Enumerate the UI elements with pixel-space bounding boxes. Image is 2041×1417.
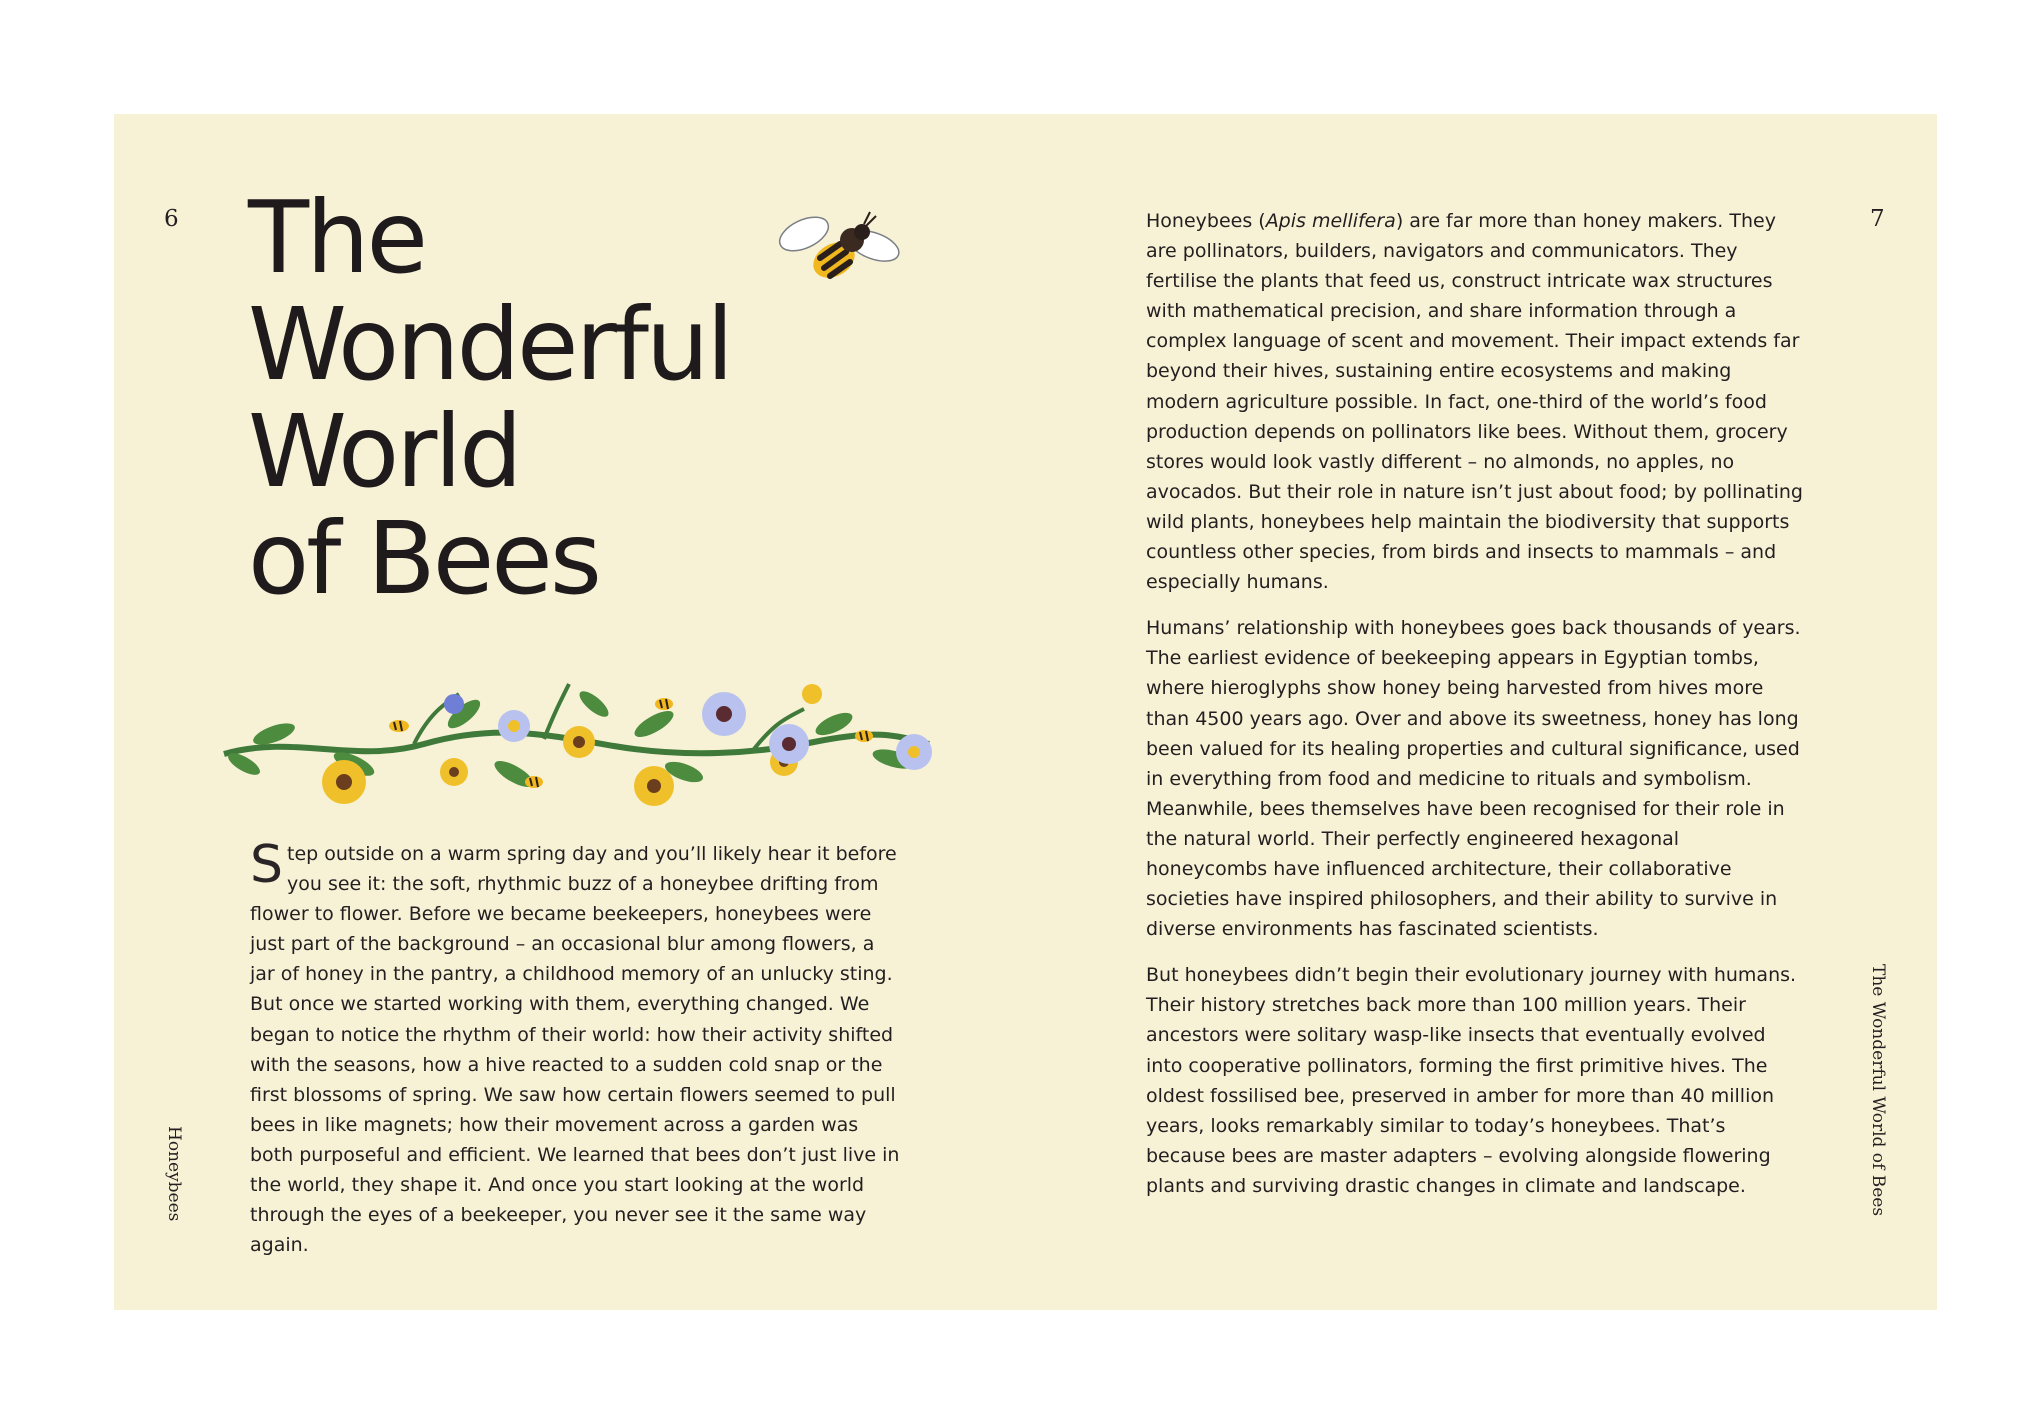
paragraph-3: But honeybees didn’t begin their evolutionary journey with humans. Their history stretches back more than 100 million years. Their ancestors were solitary wasp-like insects that eventually evolved into cooperative pollinators, forming the first primitive hives. The oldest fossilised bee, preserved in amber for more than 40 million years, looks remarkably similar to today’s honeybees. That’s because bees are master adapters – evolving alongside flowering plants and surviving drastic changes in climate and landscape. (1146, 964, 1797, 1197)
title-line: Wonderful (248, 286, 732, 403)
floral-vine-illustration (214, 664, 934, 814)
right-column (1146, 206, 1806, 1217)
latin-name: Apis mellifera (1265, 210, 1396, 232)
running-head-left: Honeybees (164, 1126, 184, 1222)
drop-cap: S (250, 835, 284, 895)
page-number-right: 7 (1870, 206, 1885, 232)
title-line: The (248, 179, 425, 296)
title-line: of Bees (248, 500, 599, 617)
intro-paragraph (250, 835, 900, 1260)
paragraph-1-start: Honeybees ( (1146, 210, 1266, 232)
title-line: World (248, 393, 520, 510)
honeybee-icon (776, 204, 906, 304)
paragraph-2: Humans’ relationship with honeybees goes back thousands of years. The earliest evidence of beekeeping appears in Egyptian tombs, where hieroglyphs show honey being harvested from hives more than 4500 years ago. Over and above its sweetness, honey has long been valued for its healing properties and cultural significance, used in everything from food and medicine to rituals and symbolism. Meanwhile, bees themselves have been recognised for their role in the natural world. Their perfectly engineered hexagonal honeycombs have influenced architecture, their collaborative societies have inspired philosophers, and their ability to survive in diverse environments has fascinated scientists. (1146, 617, 1801, 941)
running-head-right: The Wonderful World of Bees (1868, 964, 1888, 1217)
intro-text: tep outside on a warm spring day and you’ll likely hear it before you see it: the soft, rhythmic buzz of a honeybee drifting from flower to flower. Before we became beekeepers, honeybees were just part of the background – an occasional blur among flowers, a jar of honey in the pantry, a childhood memory of an unlucky sting. But once we started working with them, everything changed. We began to notice the rhythm of their world: how their activity shifted with the seasons, how a hive reacted to a sudden cold snap or the first blossoms of spring. We saw how certain flowers seemed to pull bees in like magnets; how their movement across a garden was both purposeful and efficient. We learned that bees don’t just live in the world, they shape it. And once you start looking at the world through the eyes of a beekeeper, you never see it the same way again. (250, 843, 900, 1257)
paragraph-1-rest: ) are far more than honey makers. They are pollinators, builders, navigators and communicators. They fertilise the plants that feed us, construct intricate wax structures with mathematical precision, and share information through a complex language of scent and movement. Their impact extends far beyond their hives, sustaining entire ecosystems and making modern agriculture possible. In fact, one-third of the world’s food production depends on pollinators like bees. Without them, grocery stores would look vastly different – no almonds, no apples, no avocados. But their role in nature isn’t just about food; by pollinating wild plants, honeybees help maintain the biodiversity that supports countless other species, from birds and insects to mammals – and especially humans. (1146, 210, 1803, 594)
book-spread (114, 114, 1937, 1310)
sunflower-icon (322, 684, 822, 806)
page-number-left: 6 (164, 206, 179, 232)
chapter-title (248, 179, 808, 617)
daisy-icon (444, 692, 932, 770)
paragraph-1 (1146, 206, 1806, 597)
